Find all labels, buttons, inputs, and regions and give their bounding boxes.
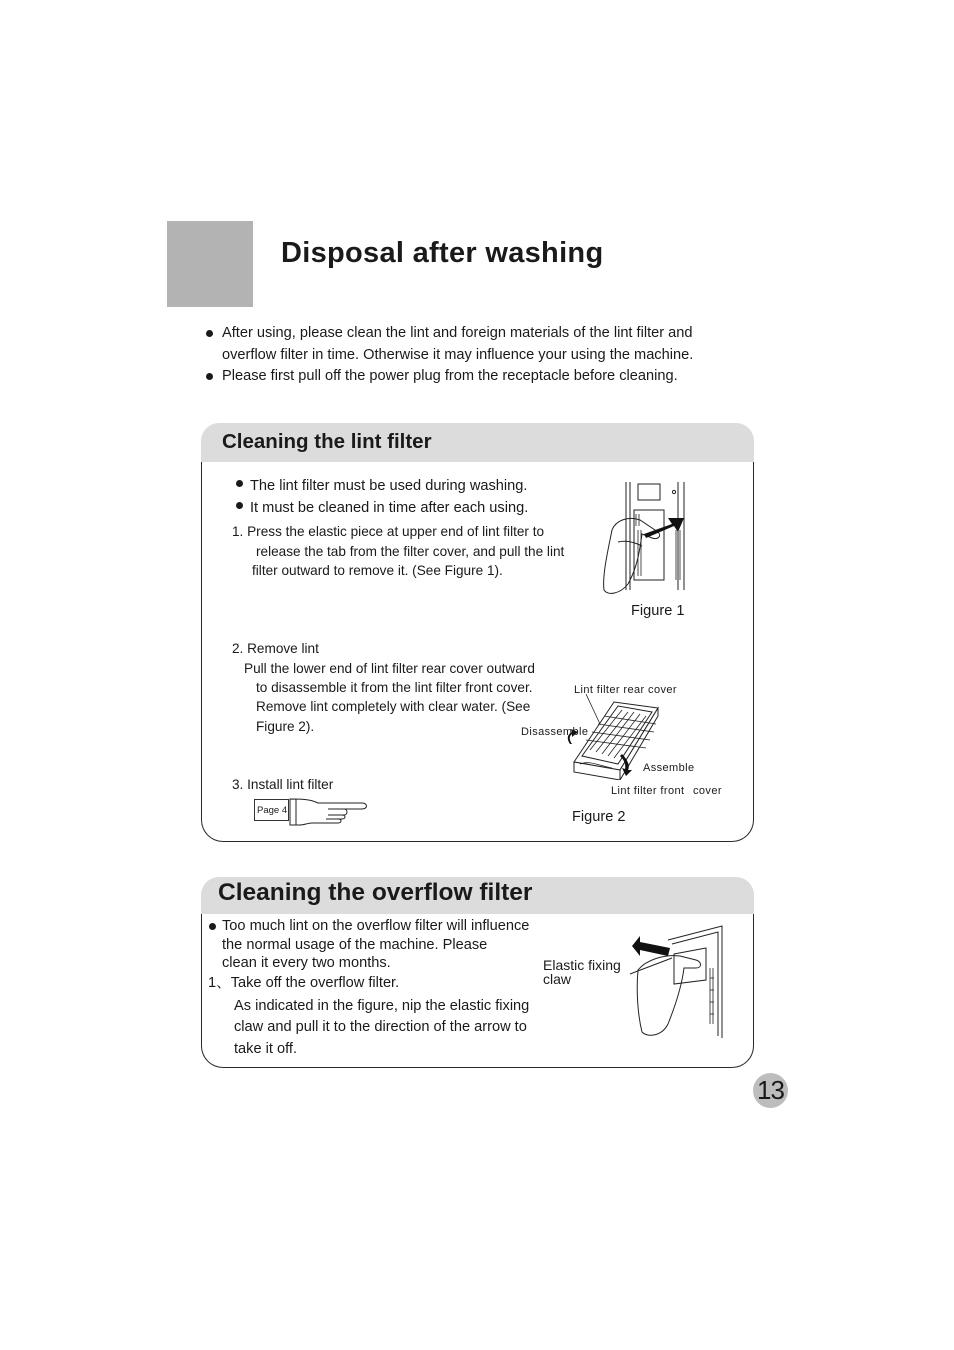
- page-ref-box: Page 4: [254, 799, 289, 821]
- lint-section-title: Cleaning the lint filter: [222, 430, 432, 453]
- intro-bullet-1-line-2: overflow filter in time. Otherwise it may influence your using the machine.: [222, 346, 694, 363]
- intro-bullets: [206, 323, 766, 388]
- pointing-hand-icon: [288, 795, 368, 827]
- overflow-step1-line-1: As indicated in the figure, nip the elastic fixing: [234, 998, 530, 1014]
- intro-bullet-1-line-1: After using, please clean the lint and foreign materials of the lint filter and: [222, 325, 693, 341]
- intro-bullet-2-text: Please first pull off the power plug from the receptacle before cleaning.: [222, 368, 678, 384]
- lint-step1-line-3: filter outward to remove it. (See Figure 1).: [252, 563, 503, 578]
- overflow-bullet-line-1: Too much lint on the overflow filter will influence: [222, 918, 530, 934]
- lint-step1-line-2: release the tab from the filter cover, and pull the lint: [256, 544, 565, 559]
- overflow-step1-line-2: claw and pull it to the direction of the arrow to: [234, 1019, 527, 1035]
- overflow-bullet-line-2: the normal usage of the machine. Please: [222, 937, 488, 953]
- bullet-dot-icon: [206, 373, 213, 380]
- lint-bullet-1: [236, 476, 528, 498]
- overflow-step1-line-3: take it off.: [234, 1041, 298, 1057]
- overflow-fig-label-line-2: claw: [543, 971, 572, 987]
- overflow-bullet-line-3: clean it every two months.: [222, 955, 391, 971]
- lint-bullet-1-text: The lint filter must be used during washing.: [250, 478, 528, 494]
- figure-2-caption: Figure 2: [572, 809, 626, 825]
- intro-bullet-1: [206, 323, 766, 366]
- fig2-label-rear-cover: Lint filter rear cover: [574, 684, 677, 696]
- figure-1-caption: Figure 1: [631, 603, 685, 619]
- header-gray-block: [167, 221, 253, 307]
- lint-bullet-2: [236, 498, 528, 520]
- fig2-label-assemble: Assemble: [643, 762, 695, 774]
- lint-step2-line-3: Remove lint completely with clear water. (See: [256, 699, 531, 714]
- overflow-fig-label-line-1: Elastic fixing: [543, 957, 621, 973]
- page-title: Disposal after washing: [281, 237, 604, 269]
- lint-bullet-2-text: It must be cleaned in time after each using.: [250, 499, 529, 516]
- lint-step2-title: 2. Remove lint: [232, 641, 319, 656]
- overflow-step1-title: 1、Take off the overflow filter.: [208, 975, 400, 991]
- lint-step2-line-1: Pull the lower end of lint filter rear cover outward: [244, 661, 535, 676]
- lint-step2-line-4: Figure 2).: [256, 719, 315, 734]
- page-number: 13: [753, 1073, 788, 1108]
- bullet-dot-icon: [236, 502, 243, 509]
- fig2-label-disassemble: Disassemble: [521, 726, 589, 738]
- fig2-label-cover: cover: [693, 785, 722, 797]
- fig2-label-front: Lint filter front: [611, 785, 685, 797]
- overflow-filter-illustration: [610, 920, 730, 1042]
- intro-bullet-2: [206, 366, 766, 388]
- bullet-dot-icon: [236, 480, 243, 487]
- lint-step3-title: 3. Install lint filter: [232, 777, 334, 792]
- lint-bullets: [236, 476, 528, 519]
- overflow-section-title: Cleaning the overflow filter: [218, 879, 533, 906]
- lint-step1-line-1: 1. Press the elastic piece at upper end of lint filter to: [232, 524, 545, 539]
- bullet-dot-icon: [209, 923, 216, 930]
- figure-1-illustration: [598, 480, 692, 598]
- bullet-dot-icon: [206, 330, 213, 337]
- lint-step2-line-2: to disassemble it from the lint filter front cover.: [256, 680, 533, 695]
